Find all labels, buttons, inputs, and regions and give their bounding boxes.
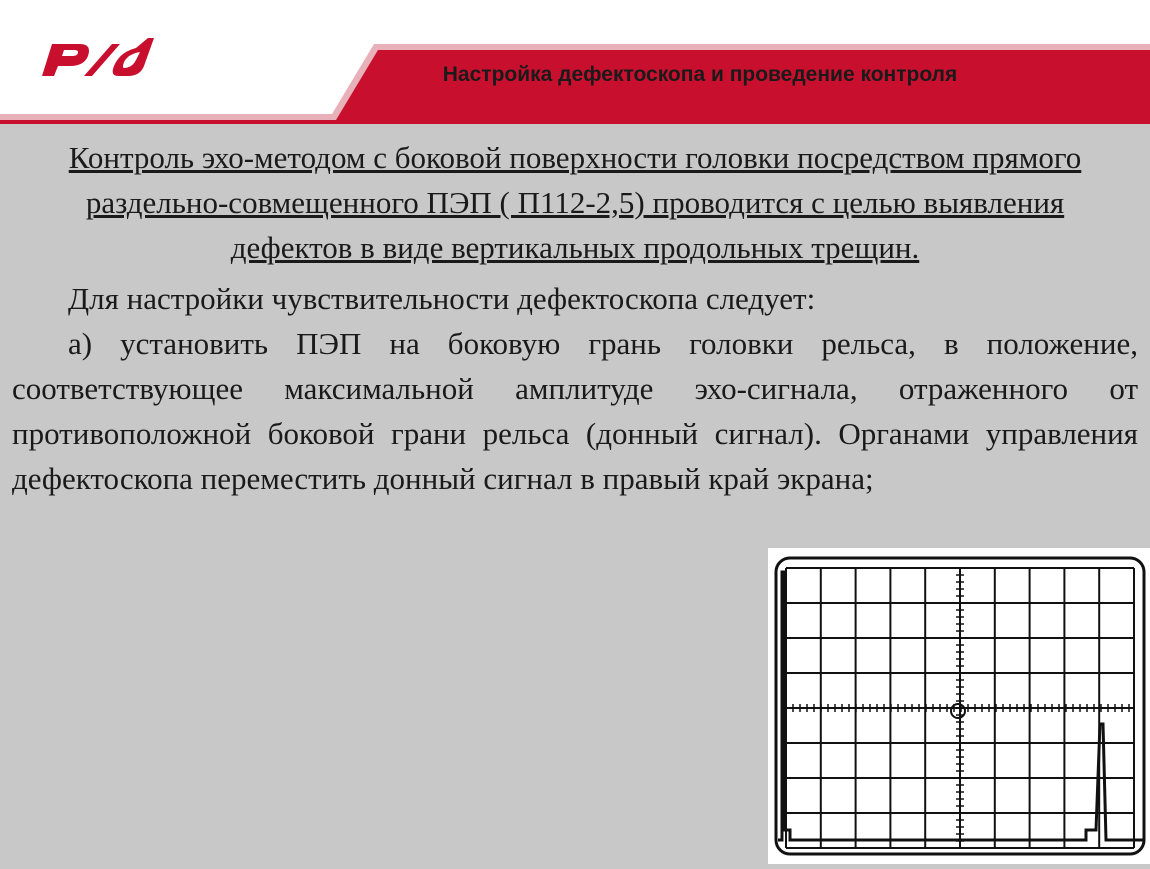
flaw-detector-screen-figure	[768, 548, 1150, 864]
slide-header	[0, 0, 1150, 120]
rzd-logo	[40, 30, 160, 82]
slide-title: Настройка дефектоскопа и проведение контроля	[442, 63, 958, 86]
intro-paragraph: Контроль эхо-методом с боковой поверхности головки посредством прямого раздельно-совмещенного ПЭП ( П112-2,5) проводится с целью выявления дефектов в виде вертикальных продольных трещин.	[68, 140, 1082, 265]
step-a-paragraph: а) установить ПЭП на боковую грань головки рельса, в положение, соответствующее максимальной амплитуде эхо-сигнала, отраженного от противоположной боковой грани рельса (донный сигнал). Органами управления дефектоскопа переместить донный сигнал в правый край экрана;	[12, 326, 1138, 496]
scope-screen	[768, 548, 1150, 864]
slide-body	[12, 135, 1138, 501]
lead-sentence: Для настройки чувствительности дефектоскопа следует:	[68, 281, 816, 316]
